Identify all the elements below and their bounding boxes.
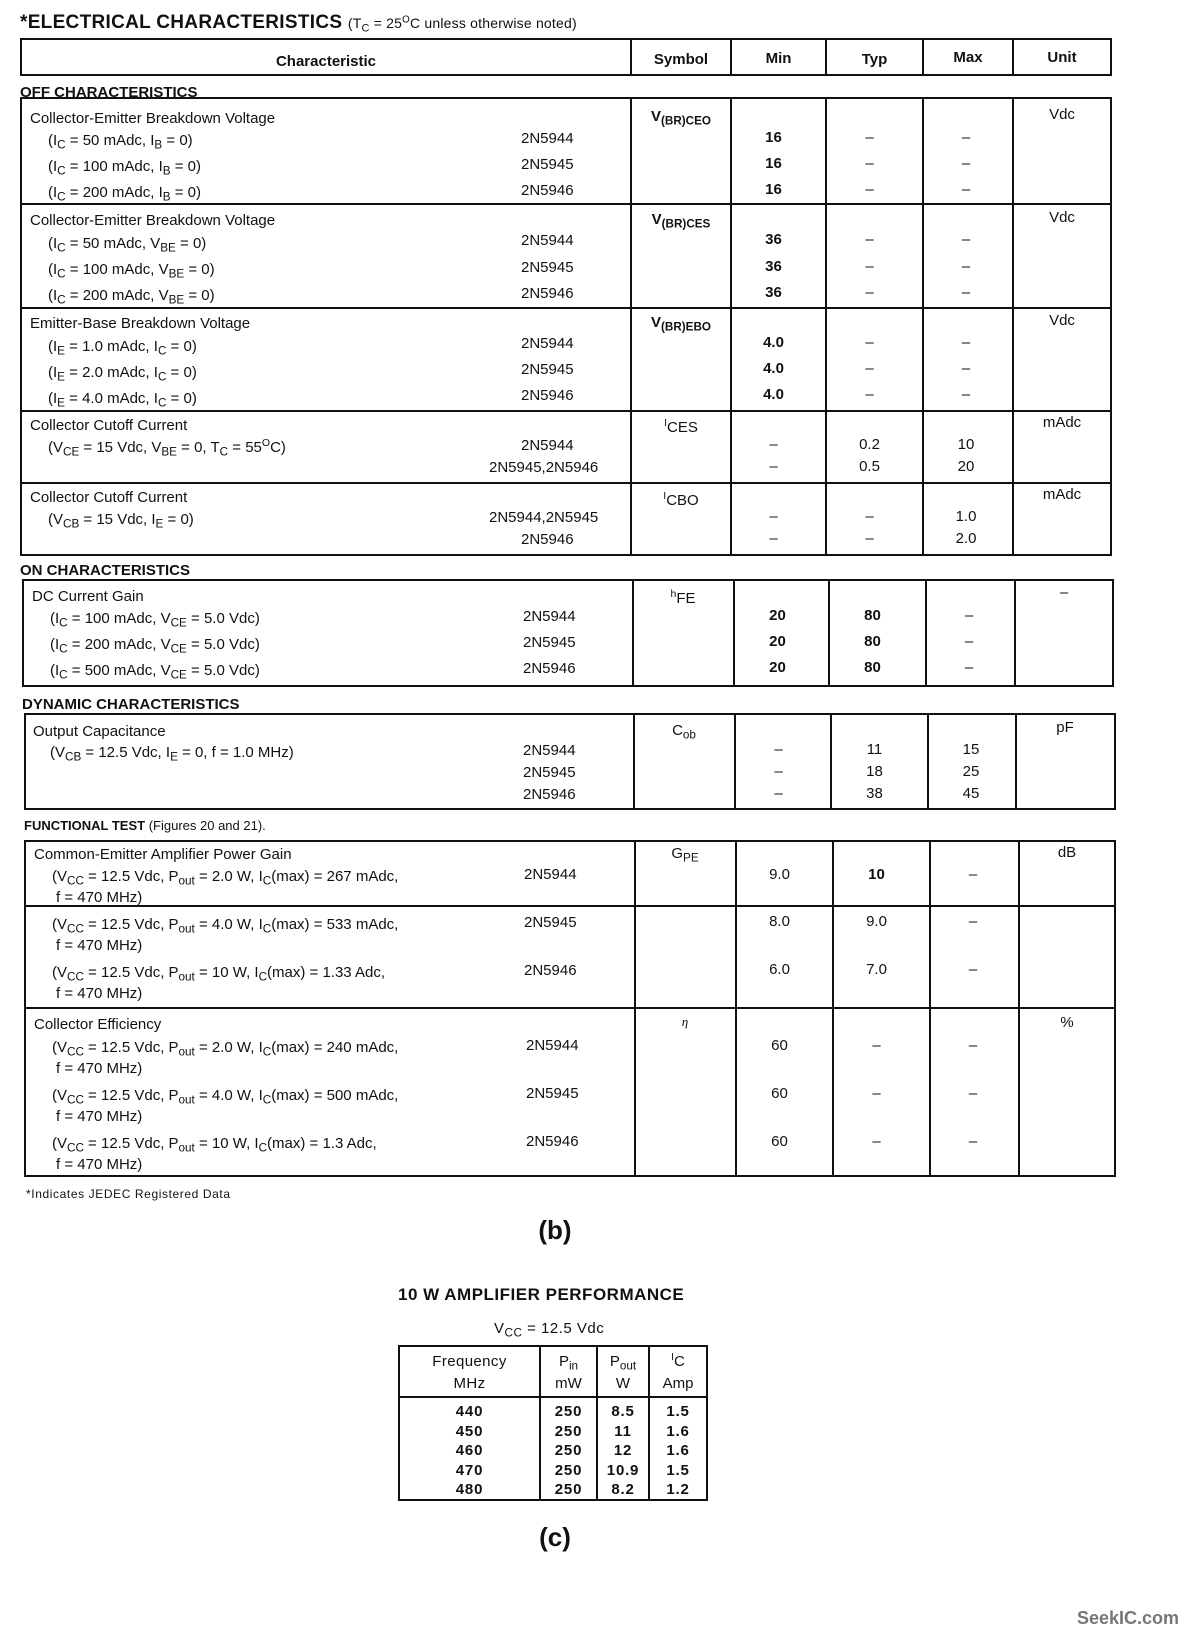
min-value: 36 bbox=[765, 231, 782, 248]
max-value: – bbox=[961, 129, 971, 146]
cond: ($V_{CC} = 12.5$ Vdc, $P_{out} = 10$ W, $I_C(\max) = 1.33$ Adc, bbox=[52, 964, 386, 984]
param-symbol: $^h$FE bbox=[670, 588, 696, 607]
min-value: 36 bbox=[765, 258, 782, 275]
max-value: 10 bbox=[957, 436, 975, 453]
max-value: – bbox=[968, 1133, 978, 1150]
min-value: 20 bbox=[769, 659, 786, 676]
cond: ($I_C = 50$ mAdc, $V_{BE} = 0$) bbox=[48, 235, 207, 255]
col-min: Min bbox=[765, 50, 792, 67]
typ-value: – bbox=[865, 258, 874, 275]
param-name: Collector Cutoff Current bbox=[30, 417, 188, 434]
device: 2N5944 bbox=[526, 1037, 579, 1054]
max-value: 20 bbox=[957, 458, 975, 475]
typ-value: – bbox=[865, 530, 874, 547]
section-off-characteristics: OFF CHARACTERISTICS bbox=[20, 84, 198, 101]
min-value: – bbox=[769, 530, 778, 547]
typ-value: – bbox=[865, 360, 874, 377]
max-value: 1.0 bbox=[955, 508, 977, 525]
min-value: 9.0 bbox=[769, 866, 790, 883]
param-symbol: $C_{ob}$ bbox=[672, 722, 696, 742]
param-name: Collector-Emitter Breakdown Voltage bbox=[30, 212, 276, 229]
max-value: – bbox=[961, 181, 971, 198]
cond: ($I_C = 100$ mAdc, $V_{CE} = 5.0$ Vdc) bbox=[50, 610, 260, 630]
footnote: *Indicates JEDEC Registered Data bbox=[26, 1187, 231, 1201]
device: 2N5946 bbox=[521, 531, 574, 548]
typ-value: 0.2 bbox=[859, 436, 880, 453]
max-value: – bbox=[961, 155, 971, 172]
param-unit: Vdc bbox=[1049, 106, 1075, 123]
max-value: – bbox=[964, 607, 974, 624]
typ-value: – bbox=[865, 181, 874, 198]
device: 2N5946 bbox=[524, 962, 577, 979]
col-characteristic: Characteristic bbox=[275, 53, 377, 70]
min-value: 16 bbox=[765, 155, 782, 172]
typ-value: 80 bbox=[864, 607, 881, 624]
min-value: – bbox=[769, 508, 778, 525]
cond: ($V_{CB} = 15$ Vdc, $I_E = 0$) bbox=[48, 511, 194, 531]
device: 2N5945 bbox=[521, 259, 574, 276]
min-value: 36 bbox=[765, 284, 782, 301]
param-symbol: η bbox=[681, 1014, 689, 1029]
typ-value: – bbox=[872, 1037, 881, 1054]
cond: ($I_E = 4.0$ mAdc, $I_C = 0$) bbox=[48, 390, 197, 410]
performance-title: 10 W AMPLIFIER PERFORMANCE bbox=[398, 1285, 685, 1304]
section-functional-test: FUNCTIONAL TEST (Figures 20 and 21). bbox=[24, 818, 266, 833]
device: 2N5946 bbox=[526, 1133, 579, 1150]
device: 2N5945 bbox=[523, 634, 576, 651]
col-symbol: Symbol bbox=[653, 51, 709, 68]
cond: ($V_{CB} = 12.5$ Vdc, $I_E = 0$, f = 1.0 MHz) bbox=[50, 744, 294, 764]
min-value: – bbox=[769, 436, 778, 453]
min-value: 4.0 bbox=[763, 334, 784, 351]
cond: f = 470 MHz) bbox=[56, 985, 143, 1002]
perf-cell-pin: 250 250 250 250 250 bbox=[554, 1403, 583, 1498]
device: 2N5946 bbox=[523, 660, 576, 677]
min-value: – bbox=[774, 741, 783, 758]
cond: ($V_{CC} = 12.5$ Vdc, $P_{out} = 10$ W, $I_C(\max) = 1.3$ Adc, bbox=[52, 1135, 377, 1155]
device: 2N5944 bbox=[523, 742, 576, 759]
device: 2N5944 bbox=[523, 608, 576, 625]
cond: ($V_{CC} = 12.5$ Vdc, $P_{out} = 2.0$ W, $I_C(\max) = 240$ mAdc, bbox=[52, 1039, 399, 1059]
device: 2N5946 bbox=[521, 182, 574, 199]
min-value: 4.0 bbox=[763, 386, 784, 403]
cond: ($I_C = 100$ mAdc, $V_{BE} = 0$) bbox=[48, 261, 215, 281]
device: 2N5944 bbox=[521, 335, 574, 352]
section-dynamic-characteristics: DYNAMIC CHARACTERISTICS bbox=[22, 696, 240, 713]
param-name: Common-Emitter Amplifier Power Gain bbox=[34, 846, 292, 863]
param-unit: % bbox=[1060, 1014, 1074, 1031]
min-value: – bbox=[769, 458, 778, 475]
param-symbol: $G_{PE}$ bbox=[671, 845, 699, 865]
typ-value: – bbox=[872, 1085, 881, 1102]
col-unit: Unit bbox=[1047, 49, 1077, 66]
device: 2N5944 bbox=[521, 232, 574, 249]
device: 2N5946 bbox=[523, 786, 576, 803]
device: 2N5945 bbox=[524, 914, 577, 931]
cond: ($I_C = 50$ mAdc, $I_B = 0$) bbox=[48, 132, 193, 152]
param-unit: – bbox=[1059, 584, 1069, 601]
max-value: – bbox=[961, 284, 971, 301]
title-condition: ($T_C = 25^OC$ unless otherwise noted) bbox=[347, 14, 577, 35]
param-unit: Vdc bbox=[1049, 209, 1075, 226]
min-value: 6.0 bbox=[769, 961, 790, 978]
max-value: – bbox=[961, 360, 971, 377]
max-value: – bbox=[964, 633, 974, 650]
max-value: – bbox=[961, 334, 971, 351]
caption-c: (c) bbox=[539, 1522, 571, 1552]
param-name: Output Capacitance bbox=[33, 723, 166, 740]
cond: ($V_{CC} = 12.5$ Vdc, $P_{out} = 2.0$ W, $I_C(\max) = 267$ mAdc, bbox=[52, 868, 399, 888]
min-value: 60 bbox=[771, 1085, 788, 1102]
cond: f = 470 MHz) bbox=[56, 937, 143, 954]
min-value: 16 bbox=[765, 181, 782, 198]
param-name: Collector-Emitter Breakdown Voltage bbox=[30, 110, 276, 127]
param-symbol: $^I$CES bbox=[664, 417, 698, 436]
device: 2N5945,2N5946 bbox=[489, 459, 599, 476]
device: 2N5944 bbox=[521, 130, 574, 147]
max-value: – bbox=[968, 961, 978, 978]
perf-cell-frequency: 440 450 460 470 480 bbox=[455, 1403, 484, 1498]
param-unit: dB bbox=[1057, 844, 1077, 861]
max-value: – bbox=[961, 386, 971, 403]
min-value: 8.0 bbox=[769, 913, 790, 930]
cond: ($I_C = 200$ mAdc, $V_{CE} = 5.0$ Vdc) bbox=[50, 636, 260, 656]
param-symbol: $^I$CBO bbox=[663, 490, 699, 509]
cond: ($I_E = 1.0$ mAdc, $I_C = 0$) bbox=[48, 338, 197, 358]
device: 2N5945 bbox=[523, 764, 576, 781]
perf-cell-pout: 8.5 11 12 10.9 8.2 bbox=[606, 1403, 640, 1498]
typ-value: – bbox=[865, 155, 874, 172]
cond: f = 470 MHz) bbox=[56, 1156, 143, 1173]
param-unit: pF bbox=[1056, 719, 1074, 736]
cond: ($V_{CE} = 15$ Vdc, $V_{BE} = 0$, $T_C = 55^OC$) bbox=[48, 437, 286, 459]
caption-b: (b) bbox=[538, 1215, 572, 1245]
device: 2N5945 bbox=[521, 361, 574, 378]
cond: f = 470 MHz) bbox=[56, 1108, 143, 1125]
device: 2N5944,2N5945 bbox=[489, 509, 599, 526]
min-value: 4.0 bbox=[763, 360, 784, 377]
min-value: – bbox=[774, 763, 783, 780]
max-value: 2.0 bbox=[955, 530, 977, 547]
max-value: – bbox=[968, 1037, 978, 1054]
param-unit: mAdc bbox=[1042, 486, 1082, 503]
max-value: – bbox=[961, 258, 971, 275]
param-name: Collector Cutoff Current bbox=[30, 489, 188, 506]
device: 2N5944 bbox=[521, 437, 574, 454]
param-symbol: $V_{(BR)EBO}$ bbox=[650, 314, 711, 334]
min-value: 20 bbox=[769, 633, 786, 650]
min-value: – bbox=[774, 785, 783, 802]
param-symbol: $V_{(BR)CES}$ bbox=[651, 211, 711, 231]
min-value: 60 bbox=[771, 1037, 788, 1054]
param-name: Collector Efficiency bbox=[34, 1016, 162, 1033]
device: 2N5946 bbox=[521, 285, 574, 302]
min-value: 16 bbox=[765, 129, 782, 146]
typ-value: 0.5 bbox=[859, 458, 880, 475]
typ-value: – bbox=[872, 1133, 881, 1150]
cond: ($V_{CC} = 12.5$ Vdc, $P_{out} = 4.0$ W, $I_C(\max) = 500$ mAdc, bbox=[52, 1087, 399, 1107]
typ-value: 80 bbox=[864, 633, 881, 650]
cond: ($I_C = 500$ mAdc, $V_{CE} = 5.0$ Vdc) bbox=[50, 662, 260, 682]
max-value: – bbox=[968, 1085, 978, 1102]
typ-value: 18 bbox=[866, 763, 883, 780]
device: 2N5945 bbox=[526, 1085, 579, 1102]
param-name: Emitter-Base Breakdown Voltage bbox=[30, 315, 251, 332]
perf-header-pout: $P_{out}$ W bbox=[609, 1353, 637, 1392]
title-text: *ELECTRICAL CHARACTERISTICS bbox=[20, 12, 343, 33]
max-value: 15 bbox=[962, 741, 980, 758]
param-unit: Vdc bbox=[1049, 312, 1075, 329]
col-max: Max bbox=[953, 49, 983, 66]
min-value: 60 bbox=[771, 1133, 788, 1150]
cond: ($I_C = 200$ mAdc, $I_B = 0$) bbox=[48, 184, 201, 204]
cond: f = 470 MHz) bbox=[56, 889, 143, 906]
typ-value: – bbox=[865, 231, 874, 248]
max-value: 45 bbox=[962, 785, 980, 802]
cond: f = 470 MHz) bbox=[56, 1060, 143, 1077]
typ-value: 9.0 bbox=[866, 913, 887, 930]
cond: ($V_{CC} = 12.5$ Vdc, $P_{out} = 4.0$ W, $I_C(\max) = 533$ mAdc, bbox=[52, 916, 399, 936]
perf-cell-ic: 1.5 1.6 1.6 1.5 1.2 bbox=[666, 1403, 690, 1498]
max-value: – bbox=[961, 231, 971, 248]
watermark: SeekIC.com bbox=[1077, 1608, 1180, 1628]
device: 2N5945 bbox=[521, 156, 574, 173]
device: 2N5944 bbox=[524, 866, 577, 883]
typ-value: – bbox=[865, 334, 874, 351]
col-typ: Typ bbox=[861, 51, 888, 68]
typ-value: 38 bbox=[866, 785, 883, 802]
typ-value: – bbox=[865, 386, 874, 403]
perf-header-pin: $P_{in}$ mW bbox=[555, 1353, 582, 1392]
perf-header-ic: $^I$C Amp bbox=[662, 1351, 694, 1392]
typ-value: 7.0 bbox=[866, 961, 887, 978]
cond: ($I_C = 200$ mAdc, $V_{BE} = 0$) bbox=[48, 287, 215, 307]
max-value: – bbox=[968, 866, 978, 883]
cond: ($I_C = 100$ mAdc, $I_B = 0$) bbox=[48, 158, 201, 178]
param-symbol: $V_{(BR)CEO}$ bbox=[650, 108, 711, 128]
document-title bbox=[20, 12, 577, 34]
typ-value: – bbox=[865, 129, 874, 146]
cond: ($I_E = 2.0$ mAdc, $I_C = 0$) bbox=[48, 364, 197, 384]
section-on-characteristics: ON CHARACTERISTICS bbox=[20, 562, 191, 579]
perf-header-frequency: Frequency MHz bbox=[432, 1353, 507, 1392]
typ-value: 80 bbox=[864, 659, 881, 676]
typ-value: 10 bbox=[868, 866, 885, 883]
typ-value: – bbox=[865, 508, 874, 525]
param-unit: mAdc bbox=[1042, 414, 1082, 431]
param-name: DC Current Gain bbox=[32, 588, 144, 605]
typ-value: 11 bbox=[866, 741, 883, 758]
typ-value: – bbox=[865, 284, 874, 301]
performance-vcc: $V_{CC} = 12.5$ Vdc bbox=[494, 1320, 605, 1340]
max-value: 25 bbox=[962, 763, 980, 780]
min-value: 20 bbox=[769, 607, 786, 624]
max-value: – bbox=[968, 913, 978, 930]
device: 2N5946 bbox=[521, 387, 574, 404]
max-value: – bbox=[964, 659, 974, 676]
